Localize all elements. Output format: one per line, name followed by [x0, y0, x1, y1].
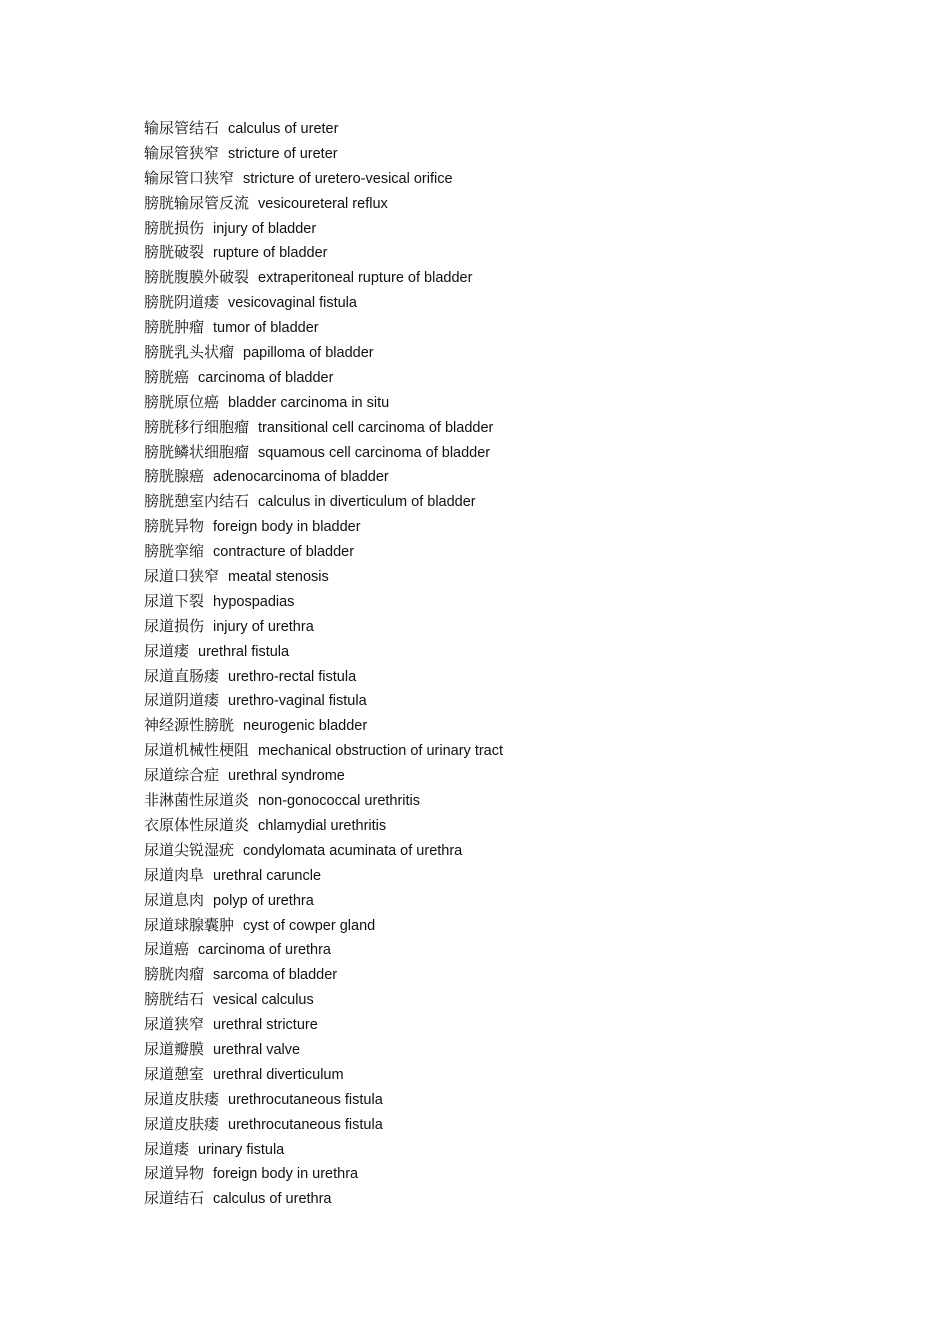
term-english: sarcoma of bladder — [213, 967, 338, 984]
term-row — [144, 664, 503, 689]
term-english: adenocarcinoma of bladder — [213, 469, 389, 486]
term-english: urethrocutaneous fistula — [228, 1091, 383, 1108]
term-english: urethro-rectal fistula — [228, 668, 357, 685]
term-row — [144, 290, 503, 315]
term-chinese: 膀胱肉瘤 — [144, 965, 205, 984]
term-english: foreign body in urethra — [213, 1166, 359, 1183]
term-chinese: 输尿管口狭窄 — [144, 168, 235, 187]
term-row — [144, 514, 503, 539]
term-english: bladder carcinoma in situ — [228, 394, 390, 411]
term-english: urethral diverticulum — [213, 1066, 344, 1083]
term-row — [144, 713, 503, 738]
term-row — [144, 987, 503, 1012]
term-chinese: 尿道直肠瘘 — [144, 666, 220, 685]
term-row — [144, 440, 503, 465]
term-chinese: 尿道阴道瘘 — [144, 691, 220, 710]
term-english: polyp of urethra — [213, 892, 314, 909]
term-chinese: 输尿管结石 — [144, 119, 220, 137]
term-english: squamous cell carcinoma of bladder — [258, 444, 491, 461]
term-row — [144, 265, 503, 290]
term-chinese: 尿道瓣膜 — [144, 1039, 205, 1058]
term-english: vesicoureteral reflux — [258, 195, 388, 212]
term-row — [144, 564, 503, 589]
term-english: contracture of bladder — [213, 544, 355, 561]
term-row — [144, 415, 503, 440]
term-row — [144, 489, 503, 514]
term-chinese: 尿道综合症 — [144, 766, 220, 785]
term-english: injury of urethra — [213, 618, 314, 635]
term-chinese: 尿道口狭窄 — [144, 567, 220, 586]
term-row — [144, 141, 503, 166]
term-english: urethral valve — [213, 1041, 301, 1058]
term-row — [144, 166, 503, 191]
term-row — [144, 888, 503, 913]
term-chinese: 尿道皮肤瘘 — [144, 1114, 220, 1133]
term-row — [144, 1137, 503, 1162]
term-chinese: 膀胱乳头状瘤 — [144, 343, 235, 362]
term-english: neurogenic bladder — [243, 718, 368, 735]
term-row — [144, 1112, 503, 1137]
term-english: tumor of bladder — [213, 320, 319, 337]
term-row — [144, 191, 503, 216]
term-english: urinary fistula — [198, 1141, 285, 1158]
term-english: urethral caruncle — [213, 867, 322, 884]
term-row — [144, 365, 503, 390]
term-row — [144, 937, 503, 962]
term-row — [144, 863, 503, 888]
term-chinese: 神经源性膀胱 — [144, 716, 235, 735]
term-chinese: 衣原体性尿道炎 — [144, 815, 250, 834]
term-chinese: 膀胱肿瘤 — [144, 318, 205, 337]
term-chinese: 膀胱腹膜外破裂 — [144, 268, 250, 287]
term-chinese: 输尿管狭窄 — [144, 143, 220, 162]
term-row — [144, 788, 503, 813]
term-row — [144, 539, 503, 564]
term-chinese: 尿道瘘 — [144, 641, 190, 660]
term-english: foreign body in bladder — [213, 519, 361, 536]
term-english: urethral fistula — [198, 643, 290, 660]
term-chinese: 膀胱移行细胞瘤 — [144, 417, 250, 436]
term-chinese: 膀胱损伤 — [144, 218, 205, 237]
term-row — [144, 1012, 503, 1037]
term-row — [144, 763, 503, 788]
term-chinese: 尿道瘘 — [144, 1139, 190, 1158]
term-english: chlamydial urethritis — [258, 817, 387, 834]
term-chinese: 膀胱原位癌 — [144, 392, 220, 411]
term-chinese: 膀胱异物 — [144, 517, 205, 536]
term-english: vesicovaginal fistula — [228, 295, 357, 312]
term-english: transitional cell carcinoma of bladder — [258, 419, 494, 436]
term-list — [144, 116, 503, 1211]
term-english: injury of bladder — [213, 220, 317, 237]
term-row — [144, 464, 503, 489]
term-english: urethro-vaginal fistula — [228, 693, 367, 710]
term-english: meatal stenosis — [228, 569, 329, 586]
term-row — [144, 390, 503, 415]
term-chinese: 尿道狭窄 — [144, 1015, 205, 1034]
term-row — [144, 813, 503, 838]
term-row — [144, 216, 503, 241]
term-chinese: 尿道癌 — [144, 940, 190, 959]
term-row — [144, 962, 503, 987]
term-row — [144, 738, 503, 763]
term-chinese: 膀胱鳞状细胞瘤 — [144, 442, 250, 461]
term-english: mechanical obstruction of urinary tract — [258, 743, 504, 760]
term-chinese: 尿道下裂 — [144, 591, 205, 610]
term-row — [144, 1037, 503, 1062]
term-row — [144, 1062, 503, 1087]
term-english: papilloma of bladder — [243, 345, 374, 362]
term-english: urethral stricture — [213, 1017, 318, 1034]
term-row — [144, 1186, 503, 1211]
term-chinese: 尿道息肉 — [144, 890, 205, 909]
term-english: urethrocutaneous fistula — [228, 1116, 383, 1133]
term-chinese: 尿道机械性梗阻 — [144, 741, 250, 760]
term-english: stricture of ureter — [228, 145, 338, 162]
term-row — [144, 639, 503, 664]
term-row — [144, 315, 503, 340]
term-english: carcinoma of bladder — [198, 369, 334, 386]
term-chinese: 膀胱挛缩 — [144, 542, 205, 561]
term-row — [144, 688, 503, 713]
term-chinese: 尿道皮肤瘘 — [144, 1089, 220, 1108]
term-row — [144, 838, 503, 863]
term-row — [144, 913, 503, 938]
term-chinese: 膀胱输尿管反流 — [144, 193, 250, 212]
term-english: condylomata acuminata of urethra — [243, 842, 463, 859]
term-english: non-gonococcal urethritis — [258, 793, 421, 810]
term-english: calculus of ureter — [228, 121, 339, 137]
term-english: carcinoma of urethra — [198, 942, 331, 959]
term-chinese: 尿道结石 — [144, 1189, 205, 1208]
term-chinese: 膀胱结石 — [144, 990, 205, 1009]
term-chinese: 尿道憩室 — [144, 1064, 205, 1083]
term-chinese: 非淋菌性尿道炎 — [144, 791, 250, 810]
term-english: cyst of cowper gland — [243, 917, 376, 934]
term-chinese: 膀胱癌 — [144, 367, 190, 386]
term-english: rupture of bladder — [213, 245, 328, 262]
term-row — [144, 614, 503, 639]
term-english: urethral syndrome — [228, 768, 345, 785]
term-row — [144, 240, 503, 265]
term-chinese: 尿道球腺囊肿 — [144, 915, 235, 934]
term-chinese: 尿道损伤 — [144, 616, 205, 635]
term-english: vesical calculus — [213, 992, 314, 1009]
term-chinese: 尿道尖锐湿疣 — [144, 840, 235, 859]
term-row — [144, 589, 503, 614]
term-english: calculus of urethra — [213, 1191, 332, 1208]
term-chinese: 尿道肉阜 — [144, 865, 205, 884]
term-english: stricture of uretero-vesical orifice — [243, 170, 453, 187]
term-english: calculus in diverticulum of bladder — [258, 494, 476, 511]
term-chinese: 尿道异物 — [144, 1164, 205, 1183]
term-row — [144, 340, 503, 365]
term-row — [144, 1161, 503, 1186]
term-row — [144, 116, 503, 141]
term-row — [144, 1087, 503, 1112]
term-chinese: 膀胱阴道瘘 — [144, 293, 220, 312]
term-chinese: 膀胱腺癌 — [144, 467, 205, 486]
term-chinese: 膀胱憩室内结石 — [144, 492, 250, 511]
term-chinese: 膀胱破裂 — [144, 243, 205, 262]
term-english: hypospadias — [213, 593, 295, 610]
term-english: extraperitoneal rupture of bladder — [258, 270, 473, 287]
